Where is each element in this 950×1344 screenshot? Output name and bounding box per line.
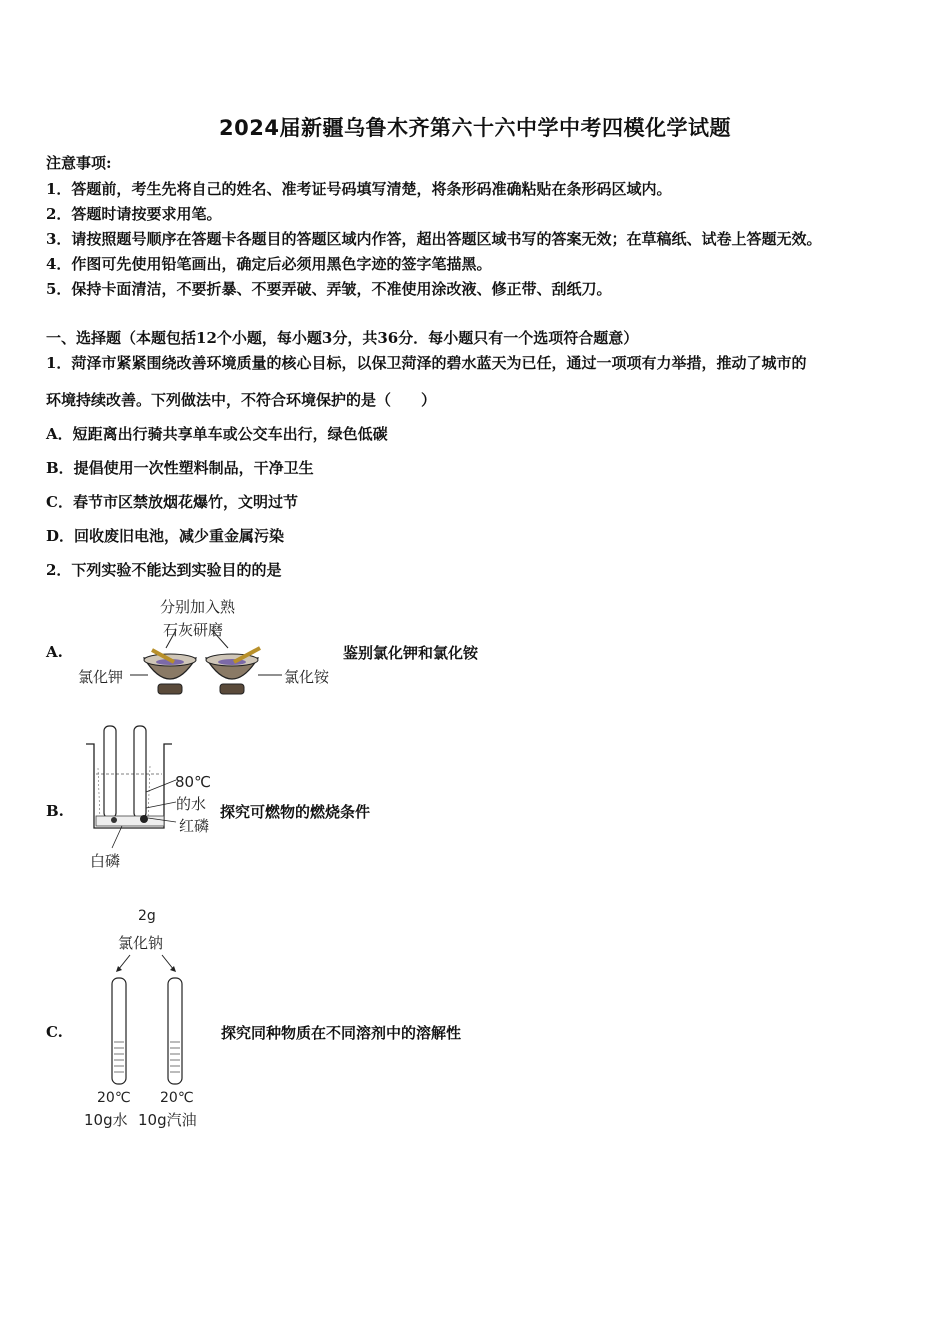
beaker-test-tubes-illustration <box>84 724 194 854</box>
notice-item: 2．答题时请按要求用笔。 <box>46 205 222 223</box>
test-tubes-solubility-illustration <box>100 950 200 1090</box>
fig-c-right-solvent: 10g汽油 <box>138 1111 197 1129</box>
q1-option-a: A．短距离出行骑共享单车或公交车出行，绿色低碳 <box>46 425 388 443</box>
notice-item: 1．答题前，考生先将自己的姓名、准考证号码填写清楚，将条形码准确粘贴在条形码区域内。 <box>46 180 672 198</box>
fig-c-left-temp: 20℃ <box>97 1090 131 1106</box>
fig-b-white-phosphorus-label: 白磷 <box>90 852 121 870</box>
page-title: 2024届新疆乌鲁木齐第六十六中学中考四模化学试题 <box>219 116 731 140</box>
q2-stem: 2．下列实验不能达到实验目的的是 <box>46 561 282 579</box>
q2-option-a-letter: A. <box>46 643 63 661</box>
fig-b-water-label: 的水 <box>176 795 207 813</box>
q2-option-c-desc: 探究同种物质在不同溶剂中的溶解性 <box>221 1024 462 1042</box>
fig-a-left-label: 氯化钾 <box>78 668 124 686</box>
fig-a-top-label-2: 石灰研磨 <box>163 621 224 639</box>
q2-option-b-letter: B. <box>46 802 64 820</box>
q1-option-d: D．回收废旧电池，减少重金属污染 <box>46 527 285 545</box>
fig-b-red-phosphorus-label: 红磷 <box>179 817 210 835</box>
notice-heading: 注意事项: <box>46 154 112 172</box>
fig-c-right-temp: 20℃ <box>160 1090 194 1106</box>
fig-a-right-label: 氯化铵 <box>284 668 330 686</box>
q2-option-c-letter: C. <box>46 1023 63 1041</box>
notice-item: 3．请按照题号顺序在答题卡各题目的答题区域内作答，超出答题区域书写的答案无效；在草稿纸、试卷上答题无效。 <box>46 230 822 248</box>
section-heading: 一、选择题（本题包括12个小题，每小题3分，共36分．每小题只有一个选项符合题意） <box>46 329 639 347</box>
notice-item: 5．保持卡面清洁，不要折暴、不要弄破、弄皱，不准使用涂改液、修正带、刮纸刀。 <box>46 280 612 298</box>
q1-stem-line2: 环境持续改善。下列做法中，不符合环境保护的是（ ） <box>46 391 437 409</box>
mortar-illustration <box>130 640 290 700</box>
q2-option-b-desc: 探究可燃物的燃烧条件 <box>220 803 371 821</box>
fig-c-mass-label: 2g <box>138 908 156 924</box>
notice-item: 4．作图可先使用铅笔画出，确定后必须用黑色字迹的签字笔描黑。 <box>46 255 492 273</box>
q1-option-c: C．春节市区禁放烟花爆竹，文明过节 <box>46 493 298 511</box>
fig-b-temp-label: 80℃ <box>175 773 211 791</box>
q2-option-a-desc: 鉴别氯化钾和氯化铵 <box>343 644 479 662</box>
fig-a-top-label-1: 分别加入熟 <box>160 598 236 616</box>
q1-option-b: B．提倡使用一次性塑料制品，干净卫生 <box>46 459 314 477</box>
fig-c-left-solvent: 10g水 <box>84 1111 128 1129</box>
fig-c-substance-label: 氯化钠 <box>118 934 164 952</box>
q1-stem-line1: 1．菏泽市紧紧围绕改善环境质量的核心目标，以保卫菏泽的碧水蓝天为已任，通过一项项有力举措，推动了城市的 <box>46 354 807 372</box>
